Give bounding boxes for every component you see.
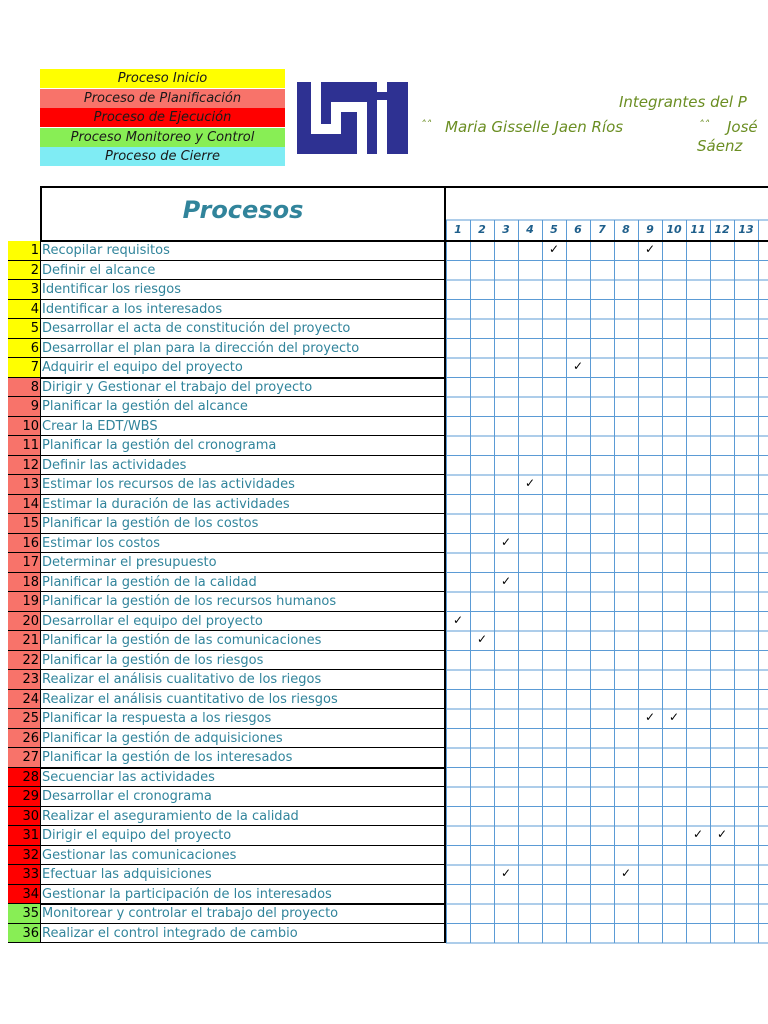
- process-number: 33: [8, 865, 40, 885]
- process-name: Determinar el presupuesto: [40, 553, 446, 573]
- process-number: 32: [8, 846, 40, 866]
- process-number: 23: [8, 670, 40, 690]
- process-number: 5: [8, 319, 40, 339]
- process-name: Identificar a los interesados: [40, 300, 446, 320]
- process-name: Planificar la gestión de los interesados: [40, 748, 446, 768]
- day-number: 12: [714, 223, 730, 236]
- process-name: Desarrollar el cronograma: [40, 787, 446, 807]
- check-mark: ✓: [644, 710, 656, 724]
- process-number: 8: [8, 378, 40, 398]
- day-number: 13: [738, 223, 754, 236]
- check-mark: ✓: [524, 476, 536, 490]
- process-number: 18: [8, 573, 40, 593]
- processes-title: Procesos: [182, 196, 304, 224]
- process-name: Estimar los costos: [40, 534, 446, 554]
- process-number: 21: [8, 631, 40, 651]
- day-number: 6: [574, 223, 582, 236]
- process-number: 22: [8, 651, 40, 671]
- process-number: 30: [8, 807, 40, 827]
- process-name: Planificar la gestión de los recursos humanos: [40, 592, 446, 612]
- day-number: 1: [454, 223, 462, 236]
- check-mark: ✓: [476, 632, 488, 646]
- process-number: 29: [8, 787, 40, 807]
- process-name: Planificar la gestión de las comunicaciones: [40, 631, 446, 651]
- process-name: Definir el alcance: [40, 261, 446, 281]
- check-mark: ✓: [620, 866, 632, 880]
- process-name: Estimar los recursos de las actividades: [40, 475, 446, 495]
- process-name: Desarrollar el equipo del proyecto: [40, 612, 446, 632]
- process-number: 12: [8, 456, 40, 476]
- process-number: 27: [8, 748, 40, 768]
- process-number: 9: [8, 397, 40, 417]
- day-number: 9: [646, 223, 654, 236]
- process-number: 26: [8, 729, 40, 749]
- day-number: 8: [622, 223, 630, 236]
- group-separator: [40, 767, 446, 769]
- process-number: 17: [8, 553, 40, 573]
- process-name: Dirigir y Gestionar el trabajo del proyecto: [40, 378, 446, 398]
- process-number: 28: [8, 768, 40, 788]
- process-number: 24: [8, 690, 40, 710]
- check-mark: ✓: [500, 534, 512, 549]
- process-name: Planificar la gestión del alcance: [40, 397, 446, 417]
- day-number: 3: [502, 223, 510, 236]
- process-number: 19: [8, 592, 40, 612]
- process-number: 20: [8, 612, 40, 632]
- check-mark: ✓: [668, 710, 680, 724]
- process-name: Recopilar requisitos: [40, 241, 446, 261]
- process-number: 1: [8, 241, 40, 261]
- legend-item: Proceso de Planificación: [40, 89, 285, 108]
- process-number: 6: [8, 339, 40, 359]
- bullet-2: ˄˄: [698, 118, 709, 131]
- day-number: 10: [666, 223, 682, 236]
- check-mark: ✓: [452, 612, 464, 627]
- process-name: Monitorear y controlar el trabajo del proyecto: [40, 904, 446, 924]
- day-number: 4: [526, 223, 534, 236]
- check-mark: ✓: [572, 359, 584, 373]
- process-name: Dirigir el equipo del proyecto: [40, 826, 446, 846]
- process-number: 25: [8, 709, 40, 729]
- group-separator: [40, 903, 446, 905]
- process-name: Secuenciar las actividades: [40, 768, 446, 788]
- process-number: 14: [8, 495, 40, 515]
- member-2: José: [727, 118, 758, 136]
- process-name: Realizar el control integrado de cambio: [40, 924, 446, 944]
- legend-item: Proceso Monitoreo y Control: [40, 128, 285, 147]
- process-name: Adquirir el equipo del proyecto: [40, 358, 446, 378]
- day-number: 5: [550, 223, 558, 236]
- process-name: Planificar la gestión de los costos: [40, 514, 446, 534]
- day-number: 7: [598, 223, 606, 236]
- process-name: Planificar la gestión de adquisiciones: [40, 729, 446, 749]
- group-separator: [40, 377, 446, 379]
- process-number: 2: [8, 261, 40, 281]
- process-number: 13: [8, 475, 40, 495]
- check-mark: ✓: [716, 827, 728, 841]
- check-mark: ✓: [500, 573, 512, 588]
- process-number: 34: [8, 885, 40, 905]
- process-name: Identificar los riesgos: [40, 280, 446, 300]
- process-number: 10: [8, 417, 40, 437]
- process-name: Desarrollar el acta de constitución del proyecto: [40, 319, 446, 339]
- process-name: Planificar la gestión del cronograma: [40, 436, 446, 456]
- member-1: Maria Gisselle Jaen Ríos: [445, 118, 624, 136]
- check-mark: ✓: [548, 242, 560, 256]
- day-number: 2: [478, 223, 486, 236]
- process-number: 11: [8, 436, 40, 456]
- process-number: 7: [8, 358, 40, 378]
- process-number: 31: [8, 826, 40, 846]
- process-name: Gestionar la participación de los interesados: [40, 885, 446, 905]
- process-number: 15: [8, 514, 40, 534]
- process-name: Gestionar las comunicaciones: [40, 846, 446, 866]
- process-number: 36: [8, 924, 40, 944]
- integrantes-heading: Integrantes del P: [619, 93, 747, 111]
- legend-item: Proceso de Cierre: [40, 147, 285, 166]
- process-name: Realizar el análisis cuantitativo de los riesgos: [40, 690, 446, 710]
- check-mark: ✓: [692, 827, 704, 841]
- process-number: 16: [8, 534, 40, 554]
- bullet-1: ˄˄: [420, 118, 431, 131]
- legend-item: Proceso Inicio: [40, 69, 285, 88]
- day-number: 11: [690, 223, 706, 236]
- process-name: Desarrollar el plan para la dirección del proyecto: [40, 339, 446, 359]
- check-mark: ✓: [500, 866, 512, 880]
- process-name: Definir las actividades: [40, 456, 446, 476]
- process-number: 3: [8, 280, 40, 300]
- process-name: Crear la EDT/WBS: [40, 417, 446, 437]
- process-number: 4: [8, 300, 40, 320]
- process-name: Planificar la gestión de la calidad: [40, 573, 446, 593]
- process-number: 35: [8, 904, 40, 924]
- process-name: Efectuar las adquisiciones: [40, 865, 446, 885]
- legend-item: Proceso de Ejecución: [40, 108, 285, 127]
- process-name: Estimar la duración de las actividades: [40, 495, 446, 515]
- process-name: Planificar la respuesta a los riesgos: [40, 709, 446, 729]
- process-name: Planificar la gestión de los riesgos: [40, 651, 446, 671]
- check-mark: ✓: [644, 242, 656, 256]
- table-header-divider: [40, 240, 768, 242]
- process-name: Realizar el análisis cualitativo de los riegos: [40, 670, 446, 690]
- process-name: Realizar el aseguramiento de la calidad: [40, 807, 446, 827]
- member-2-line2: Sáenz: [697, 137, 743, 155]
